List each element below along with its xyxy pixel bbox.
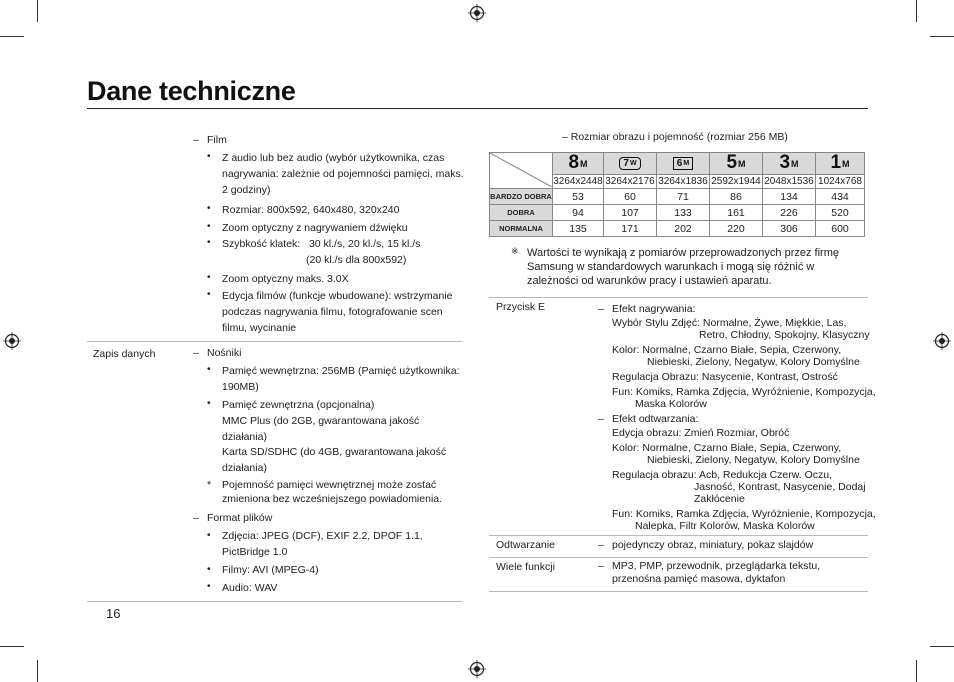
dash-marker: – [598, 560, 604, 572]
registration-mark-icon [468, 4, 486, 22]
image-edit-line: Edycja obrazu: Zmień Rozmiar, Obróć [612, 427, 790, 439]
fun-line: Maska Kolorów [635, 398, 707, 410]
bullet-marker: • [207, 221, 211, 232]
crop-mark [916, 660, 917, 682]
format-movies: Filmy: AVI (MPEG-4) [222, 564, 319, 576]
format-heading: Format plików [207, 512, 273, 524]
film-audio-line: 2 godziny) [222, 184, 271, 196]
table-caption: – Rozmiar obrazu i pojemność (rozmiar 256 MB) [562, 131, 788, 143]
table-corner [490, 153, 553, 189]
crop-mark [0, 36, 24, 37]
film-size: Rozmiar: 800x592, 640x480, 320x240 [222, 204, 400, 216]
color-line: Kolor: Normalne, Czarno Białe, Sepia, Czerwony, [612, 442, 842, 454]
film-edit-line: podczas nagrywania filmu, fotografowanie scen [222, 306, 443, 318]
storage-note: Pojemność pamięci wewnętrznej może zostać [222, 479, 437, 491]
image-adjust-line: Jasność, Kontrast, Nasycenie, Dodaj [694, 481, 866, 493]
resolution-cell: 1024x768 [816, 175, 865, 189]
fun-line: Nalepka, Filtr Kolorów, Maska Kolorów [635, 520, 815, 532]
capacity-cell: 107 [604, 205, 657, 221]
image-adjust-line: Regulacja Obrazu: Nasycenie, Kontrast, Ostrość [612, 371, 838, 383]
color-line: Kolor: Normalne, Czarno Białe, Sepia, Czerwony, [612, 344, 842, 356]
capacity-cell: 171 [604, 221, 657, 237]
fun-line: Fun: Komiks, Ramka Zdjęcia, Wyróżnienie, Kompozycja, [612, 508, 876, 520]
playback-effect-heading: Efekt odtwarzania: [612, 413, 699, 425]
registration-mark-icon [933, 332, 951, 350]
image-size-3m-icon: 3M [763, 153, 816, 175]
bullet-marker: • [207, 581, 211, 592]
format-audio: Audio: WAV [222, 582, 278, 594]
crop-mark [930, 646, 954, 647]
dash-marker: – [598, 413, 604, 425]
color-line: Niebieski, Zielony, Negatyw, Kolory Domyślne [647, 454, 860, 466]
film-heading: Film [207, 134, 227, 146]
dash-marker: – [193, 347, 199, 359]
capacity-cell: 53 [553, 189, 604, 205]
bullet-marker: • [207, 364, 211, 375]
capacity-table [489, 152, 865, 237]
film-zoom-max: Zoom optyczny maks. 3.0X [222, 273, 349, 285]
image-size-8m-icon: 8M [553, 153, 604, 175]
resolution-cell: 2048x1536 [764, 176, 814, 187]
capacity-cell: 520 [816, 205, 865, 221]
internal-memory: Pamięć wewnętrzna: 256MB (Pamięć użytkownika: [222, 365, 460, 377]
note-mark: * [207, 479, 212, 491]
format-photos: Zdjęcia: JPEG (DCF), EXIF 2.2, DPOF 1.1, [222, 530, 423, 542]
image-size-5m-icon: 5M [710, 153, 763, 175]
footnote-line: zależności od warunków pracy i ustawień aparatu. [527, 275, 772, 287]
dash-marker: – [598, 539, 604, 551]
section-divider [87, 341, 462, 342]
resolution-cell: 2592x1944 [711, 176, 761, 187]
image-size-6m-icon: 6M [657, 153, 710, 175]
bullet-marker: • [207, 272, 211, 283]
title-divider [87, 108, 868, 109]
film-edit-line: Edycja filmów (funkcje wbudowane): wstrzymanie [222, 290, 453, 302]
table-row [490, 221, 865, 237]
footnote-mark: ※ [511, 246, 519, 256]
section-divider [489, 297, 868, 298]
section-divider [489, 535, 868, 536]
footnote-line: Wartości te wynikają z pomiarów przeprowadzonych przez firmę [527, 247, 839, 259]
photo-style-line: Wybór Stylu Zdjęć: Normalne, Żywe, Miękkie, Las, [612, 317, 847, 329]
dash-marker: – [193, 134, 199, 146]
capacity-cell: 226 [763, 205, 816, 221]
crop-mark [37, 0, 38, 22]
capacity-cell: 71 [657, 189, 710, 205]
bullet-marker: • [207, 564, 211, 575]
multi-function-label: Wiele funkcji [496, 561, 555, 573]
capacity-cell: 60 [604, 189, 657, 205]
footnote-line: Samsung w standardowych warunkach i mogą się różnić w [527, 261, 815, 273]
capacity-cell: 94 [553, 205, 604, 221]
photo-style-line: Retro, Chłodny, Spokojny, Klasyczny [699, 329, 870, 341]
capacity-cell: 600 [816, 221, 865, 237]
film-zoom-sound: Zoom optyczny z nagrywaniem dźwięku [222, 222, 408, 234]
button-e-label: Przycisk E [496, 301, 546, 313]
page-number: 16 [106, 606, 121, 621]
resolution-cell: 3264x2176 [605, 176, 655, 187]
film-framerate: (20 kl./s dla 800x592) [306, 254, 407, 266]
film-edit-line: filmu, wycinanie [222, 322, 297, 334]
quality-label: DOBRA [490, 205, 553, 221]
image-adjust-line: Regulacja obrazu: Acb, Redukcja Czerw. Oczu, [612, 469, 833, 481]
diagonal-divider [490, 153, 552, 187]
media-heading: Nośniki [207, 347, 242, 359]
crop-mark [916, 0, 917, 22]
page-title: Dane techniczne [87, 76, 296, 106]
section-divider [489, 591, 868, 592]
resolution-cell: 3264x1836 [658, 176, 708, 187]
external-memory: MMC Plus (do 2GB, gwarantowana jakość [222, 415, 420, 427]
section-divider [87, 601, 462, 602]
external-memory: działania) [222, 462, 267, 474]
film-audio-line: nagrywania: zależnie od pojemności pamięci, maks. [222, 168, 464, 180]
capacity-cell: 306 [763, 221, 816, 237]
table-row [490, 153, 865, 175]
recording-effect-heading: Efekt nagrywania: [612, 303, 696, 315]
playback-value: pojedynczy obraz, miniatury, pokaz slajdów [612, 539, 814, 551]
bullet-marker: • [207, 289, 211, 300]
quality-label: BARDZO DOBRA [490, 189, 553, 205]
bullet-marker: • [207, 237, 211, 248]
image-size-7w-icon: 7W [604, 153, 657, 175]
format-photos: PictBridge 1.0 [222, 546, 288, 558]
bullet-marker: • [207, 203, 211, 214]
color-line: Niebieski, Zielony, Negatyw, Kolory Domyślne [647, 356, 860, 368]
registration-mark-icon [3, 332, 21, 350]
image-adjust-line: Zakłócenie [694, 493, 745, 505]
dash-marker: – [193, 512, 199, 524]
table-row [490, 205, 865, 221]
capacity-cell: 86 [710, 189, 763, 205]
registration-mark-icon [468, 660, 486, 678]
crop-mark [930, 36, 954, 37]
resolution-cell: 3264x2448 [553, 176, 603, 187]
film-audio-line: Z audio lub bez audio (wybór użytkownika, czas [222, 152, 445, 164]
image-size-1m-icon: 1M [816, 153, 865, 175]
fun-line: Fun: Komiks, Ramka Zdjęcia, Wyróżnienie, Kompozycja, [612, 386, 876, 398]
external-memory: Karta SD/SDHC (do 4GB, gwarantowana jakość [222, 446, 447, 458]
crop-mark [0, 646, 24, 647]
quality-label: NORMALNA [490, 221, 553, 237]
external-memory: działania) [222, 431, 267, 443]
external-memory: Pamięć zewnętrzna (opcjonalna) [222, 399, 375, 411]
bullet-marker: • [207, 398, 211, 409]
bullet-marker: • [207, 530, 211, 541]
bullet-marker: • [207, 151, 211, 162]
capacity-cell: 202 [657, 221, 710, 237]
dash-marker: – [598, 303, 604, 315]
table-row [490, 189, 865, 205]
storage-label: Zapis danych [93, 348, 156, 360]
capacity-cell: 434 [816, 189, 865, 205]
capacity-cell: 134 [763, 189, 816, 205]
internal-memory: 190MB) [222, 381, 259, 393]
crop-mark [37, 660, 38, 682]
storage-note: zmieniona bez wcześniejszego powiadomienia. [222, 493, 443, 505]
capacity-cell: 135 [553, 221, 604, 237]
multi-function-value: MP3, PMP, przewodnik, przeglądarka tekstu, [612, 560, 821, 572]
capacity-cell: 161 [710, 205, 763, 221]
playback-label: Odtwarzanie [496, 539, 555, 551]
multi-function-value: przenośna pamięć masowa, dyktafon [612, 573, 786, 585]
capacity-cell: 133 [657, 205, 710, 221]
capacity-cell: 220 [710, 221, 763, 237]
section-divider [489, 557, 868, 558]
film-framerate: Szybkość klatek: 30 kl./s, 20 kl./s, 15 kl./s [222, 238, 421, 250]
